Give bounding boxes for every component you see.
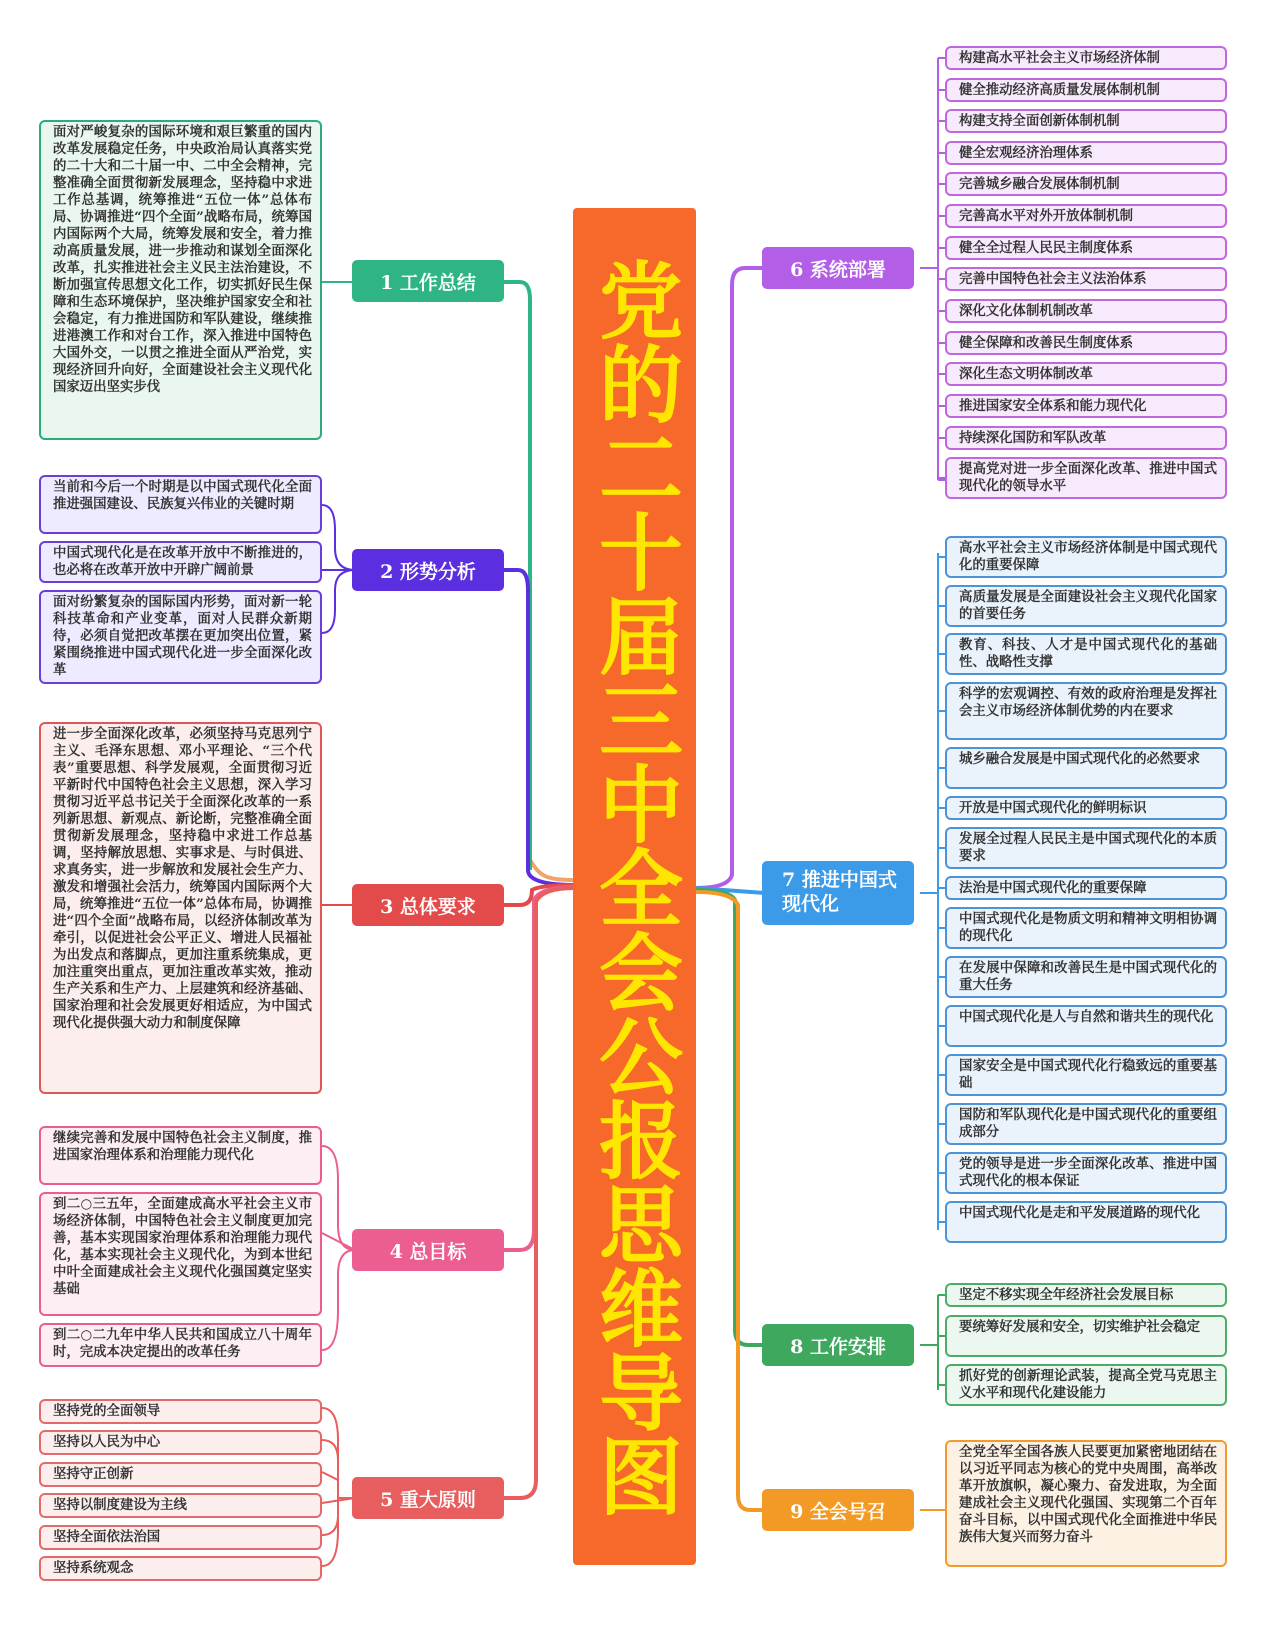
leaf-text: 继续完善和发展中国特色社会主义制度，推进国家治理体系和治理能力现代化: [53, 1130, 312, 1163]
leaf-overall-requirements: [39, 722, 322, 1094]
r6-leaf-11: [945, 362, 1227, 386]
leaf-text: 抓好党的创新理论武装，提高全党马克思主义水平和现代化建设能力: [959, 1368, 1217, 1401]
leaf-text: 健全全过程人民民主制度体系: [959, 239, 1134, 256]
leaf-plenum-call: [945, 1440, 1227, 1567]
r7-leaf-7: [945, 827, 1227, 869]
leaf-text: 国家安全是中国式现代化行稳致远的重要基础: [959, 1058, 1217, 1091]
leaf-goal-1: [39, 1126, 322, 1185]
r6-leaf-13: [945, 426, 1227, 450]
r7-leaf-1: [945, 536, 1227, 578]
r7-leaf-8: [945, 876, 1227, 900]
branch-chinese-modernization[interactable]: [762, 861, 914, 925]
r7-leaf-11: [945, 1005, 1227, 1047]
leaf-text: 面对纷繁复杂的国际国内形势，面对新一轮科技革命和产业变革，面对人民群众新期待，必须自觉把改革摆在更加突出位置，紧紧围绕推进中国式现代化进一步全面深化改革: [53, 594, 312, 678]
leaf-text: 高水平社会主义市场经济体制是中国式现代化的重要保障: [959, 540, 1217, 573]
leaf-text: 科学的宏观调控、有效的政府治理是发挥社会主义市场经济体制优势的内在要求: [959, 686, 1217, 719]
leaf-text: 国防和军队现代化是中国式现代化的重要组成部分: [959, 1107, 1217, 1140]
leaf-text: 当前和今后一个时期是以中国式现代化全面推进强国建设、民族复兴伟业的关键时期: [53, 479, 312, 512]
leaf-principle-1: [39, 1399, 322, 1424]
r7-leaf-10: [945, 956, 1227, 998]
leaf-text: 完善高水平对外开放体制机制: [959, 207, 1134, 224]
leaf-text: 持续深化国防和军队改革: [959, 429, 1107, 446]
branch-label: 7 推进中国式现代化: [782, 869, 897, 915]
leaf-text: 提高党对进一步全面深化改革、推进中国式现代化的领导水平: [959, 461, 1217, 494]
leaf-text: 法治是中国式现代化的重要保障: [959, 879, 1147, 896]
branch-label: 3 总体要求: [380, 895, 476, 918]
leaf-text: 推进国家安全体系和能力现代化: [959, 397, 1147, 414]
branch-label: 9 全会号召: [790, 1500, 886, 1523]
leaf-text: 深化生态文明体制改革: [959, 365, 1093, 382]
leaf-text: 发展全过程人民民主是中国式现代化的本质要求: [959, 831, 1217, 864]
branch-overall-goal[interactable]: [352, 1229, 504, 1271]
leaf-text: 城乡融合发展是中国式现代化的必然要求: [959, 751, 1201, 767]
leaf-text: 到二○三五年，全面建成高水平社会主义市场经济体制，中国特色社会主义制度更加完善，基本实现国家治理体系和治理能力现代化，基本实现社会主义现代化，为到本世纪中叶全面建成社会主义现代化强国奠定坚实基础: [53, 1196, 312, 1297]
leaf-text: 教育、科技、人才是中国式现代化的基础性、战略性支撑: [959, 637, 1217, 670]
branch-label: 8 工作安排: [790, 1335, 886, 1358]
r7-leaf-2: [945, 585, 1227, 627]
r6-leaf-6: [945, 204, 1227, 228]
leaf-text: 坚持系统观念: [53, 1560, 134, 1576]
leaf-text: 坚持以人民为中心: [53, 1434, 161, 1450]
leaf-situation-2: [39, 541, 322, 583]
r6-leaf-14: [945, 457, 1227, 499]
r8-leaf-1: [945, 1283, 1227, 1307]
leaf-text: 坚持全面依法治国: [53, 1529, 161, 1545]
leaf-text: 全党全军全国各族人民要更加紧密地团结在以习近平同志为核心的党中央周围，高举改革开放旗帜，凝心聚力、奋发进取，为全面建成社会主义现代化强国、实现第二个百年奋斗目标，以中国式现代化全面推进中华民族伟大复兴而努力奋斗: [959, 1444, 1217, 1545]
r6-leaf-7: [945, 236, 1227, 260]
r7-leaf-14: [945, 1152, 1227, 1194]
leaf-text: 健全推动经济高质量发展体制机制: [959, 81, 1160, 98]
leaf-text: 面对严峻复杂的国际环境和艰巨繁重的国内改革发展稳定任务，中央政治局认真落实党的二十大和二十届一中、二中全会精神，完整准确全面贯彻新发展理念，坚持稳中求进工作总基调，统筹推进“五位一体”总体布局、协调推进“四个全面”战略布局，统筹国内国际两个大局，统筹发展和安全，着力推动高质量发展，进一步推动和谋划全面深化改革，扎实推进社会主义民主法治建设，不断加强宣传思想文化工作，切实抓好民生保障和生态环境保护，坚决维护国家安全和社会稳定，有力推进国防和军队建设，继续推进港澳工作和对台工作，深入推进中国特色大国外交，一以贯之推进全面从严治党，实现经济回升向好，全面建设社会主义现代化国家迈出坚实步伐: [53, 124, 312, 395]
leaf-principle-3: [39, 1462, 322, 1487]
branch-overall-requirements[interactable]: [352, 884, 504, 926]
leaf-text: 在发展中保障和改善民生是中国式现代化的重大任务: [959, 960, 1217, 993]
leaf-situation-3: [39, 590, 322, 684]
branch-label: 2 形势分析: [380, 560, 476, 583]
r7-leaf-4: [945, 682, 1227, 740]
branch-plenum-call[interactable]: [762, 1489, 914, 1531]
r8-leaf-3: [945, 1364, 1227, 1406]
leaf-text: 健全宏观经济治理体系: [959, 144, 1093, 161]
leaf-text: 党的领导是进一步全面深化改革、推进中国式现代化的根本保证: [959, 1156, 1217, 1189]
leaf-text: 完善中国特色社会主义法治体系: [959, 270, 1147, 287]
r6-leaf-5: [945, 172, 1227, 196]
leaf-principle-6: [39, 1556, 322, 1581]
r7-leaf-9: [945, 907, 1227, 949]
leaf-text: 高质量发展是全面建设社会主义现代化国家的首要任务: [959, 589, 1217, 622]
leaf-text: 要统筹好发展和安全，切实维护社会稳定: [959, 1319, 1201, 1335]
central-title-box: [573, 208, 696, 1565]
r7-leaf-13: [945, 1103, 1227, 1145]
leaf-situation-1: [39, 475, 322, 534]
branch-label: 6 系统部署: [790, 258, 886, 281]
r6-leaf-4: [945, 141, 1227, 165]
r6-leaf-3: [945, 109, 1227, 133]
branch-label: 1 工作总结: [380, 271, 476, 294]
leaf-text: 构建支持全面创新体制机制: [959, 112, 1120, 129]
branch-label: 5 重大原则: [380, 1488, 476, 1511]
leaf-text: 构建高水平社会主义市场经济体制: [959, 49, 1160, 66]
branch-label: 4 总目标: [389, 1240, 467, 1263]
branch-work-summary[interactable]: [352, 260, 504, 302]
leaf-text: 到二○二九年中华人民共和国成立八十周年时，完成本决定提出的改革任务: [53, 1327, 312, 1360]
leaf-text: 中国式现代化是物质文明和精神文明相协调的现代化: [959, 911, 1217, 944]
leaf-text: 进一步全面深化改革，必须坚持马克思列宁主义、毛泽东思想、邓小平理论、“三个代表”重要思想、科学发展观，全面贯彻习近平新时代中国特色社会主义思想，深入学习贯彻习近平总书记关于全面深化改革的一系列新思想、新观点、新论断，完整准确全面贯彻新发展理念，坚持稳中求进工作总基调，坚持解放思想、实事求是、与时俱进、求真务实，进一步解放和发展社会生产力、激发和增强社会活力，统筹国内国际两个大局，统筹推进“五位一体”总体布局，协调推进“四个全面”战略布局，以经济体制改革为牵引，以促进社会公平正义、增进人民福祉为出发点和落脚点，更加注重系统集成，更加注重突出重点，更加注重改革实效，推动生产关系和生产力、上层建筑和经济基础、国家治理和社会发展更好相适应，为中国式现代化提供强大动力和制度保障: [53, 726, 312, 1031]
leaf-text: 中国式现代化是在改革开放中不断推进的，也必将在改革开放中开辟广阔前景: [53, 545, 312, 578]
leaf-text: 中国式现代化是走和平发展道路的现代化: [959, 1205, 1201, 1221]
leaf-text: 深化文化体制机制改革: [959, 302, 1093, 319]
leaf-text: 坚定不移实现全年经济社会发展目标: [959, 1286, 1174, 1303]
leaf-text: 完善城乡融合发展体制机制: [959, 175, 1120, 192]
r7-leaf-5: [945, 747, 1227, 789]
leaf-text: 健全保障和改善民生制度体系: [959, 334, 1134, 351]
r6-leaf-12: [945, 394, 1227, 418]
r6-leaf-10: [945, 331, 1227, 355]
r6-leaf-8: [945, 267, 1227, 291]
r7-leaf-3: [945, 633, 1227, 675]
r8-leaf-2: [945, 1315, 1227, 1357]
branch-work-arrangement[interactable]: [762, 1324, 914, 1366]
leaf-text: 坚持以制度建设为主线: [53, 1497, 187, 1513]
branch-system-deployment[interactable]: [762, 247, 914, 289]
leaf-text: 坚持守正创新: [53, 1466, 134, 1482]
r7-leaf-12: [945, 1054, 1227, 1096]
leaf-principle-2: [39, 1430, 322, 1455]
branch-situation-analysis[interactable]: [352, 549, 504, 591]
r7-leaf-15: [945, 1201, 1227, 1243]
r6-leaf-1: [945, 46, 1227, 70]
r6-leaf-2: [945, 78, 1227, 102]
leaf-principle-5: [39, 1525, 322, 1550]
r7-leaf-6: [945, 796, 1227, 820]
leaf-text: 坚持党的全面领导: [53, 1403, 161, 1419]
leaf-principle-4: [39, 1493, 322, 1518]
r6-leaf-9: [945, 299, 1227, 323]
leaf-text: 中国式现代化是人与自然和谐共生的现代化: [959, 1009, 1214, 1025]
central-title: 党的二十届三中全会公报思维导图: [585, 256, 685, 1517]
leaf-text: 开放是中国式现代化的鲜明标识: [959, 799, 1147, 816]
leaf-work-summary: [39, 120, 322, 440]
leaf-goal-3: [39, 1323, 322, 1367]
branch-major-principles[interactable]: [352, 1477, 504, 1519]
leaf-goal-2: [39, 1192, 322, 1316]
